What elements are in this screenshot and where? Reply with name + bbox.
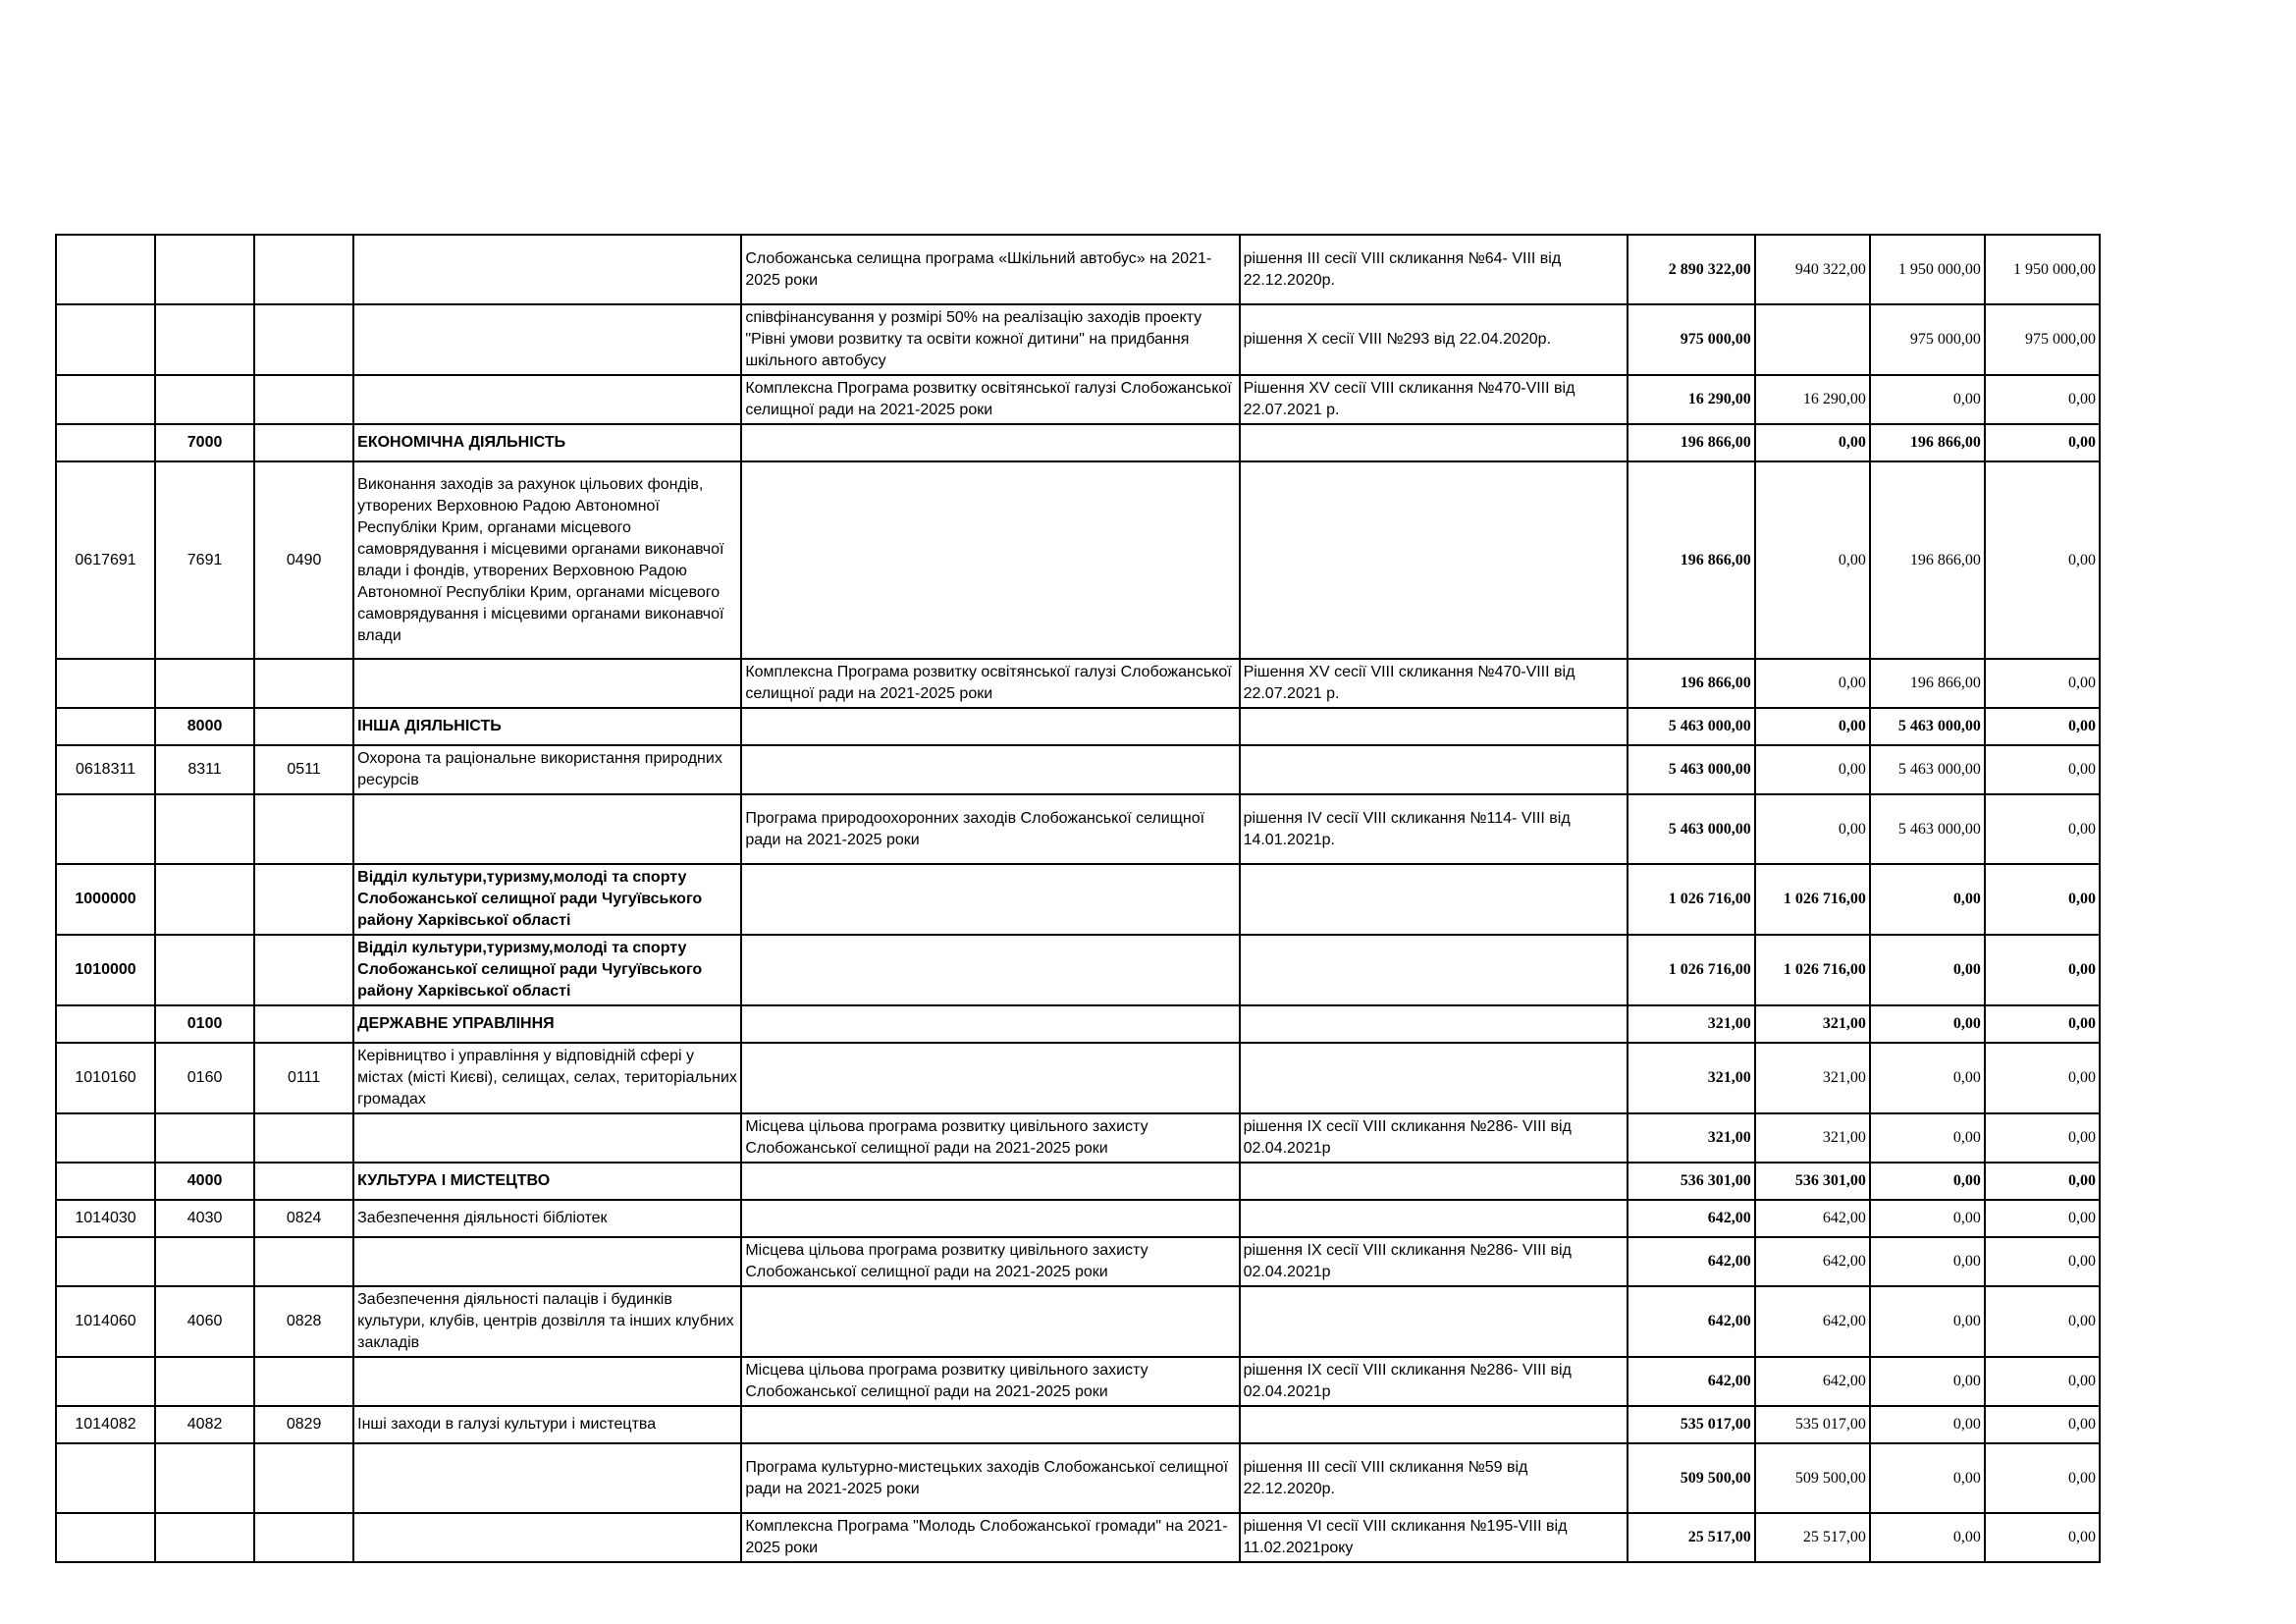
cell-total: 642,00 xyxy=(1628,1200,1755,1237)
cell-general-fund: 642,00 xyxy=(1755,1237,1870,1286)
cell-kpkvk: 1014060 xyxy=(56,1286,155,1357)
cell-general-fund: 642,00 xyxy=(1755,1357,1870,1406)
cell-decision: рішення ІV сесії VІІІ скликання №114- VІІІ від 14.01.2021р. xyxy=(1240,794,1628,864)
cell-development-budget: 0,00 xyxy=(1985,461,2100,659)
cell-name: ДЕРЖАВНЕ УПРАВЛІННЯ xyxy=(353,1005,741,1043)
cell-total: 321,00 xyxy=(1628,1113,1755,1163)
cell-general-fund: 25 517,00 xyxy=(1755,1513,1870,1562)
cell-name xyxy=(353,375,741,424)
cell-total: 196 866,00 xyxy=(1628,659,1755,708)
cell-general-fund: 642,00 xyxy=(1755,1200,1870,1237)
cell-special-fund: 0,00 xyxy=(1870,375,1985,424)
cell-decision xyxy=(1240,864,1628,935)
cell-special-fund: 5 463 000,00 xyxy=(1870,708,1985,745)
cell-kpkvk: 1010160 xyxy=(56,1043,155,1113)
cell-kfkv xyxy=(254,1443,353,1513)
cell-general-fund: 321,00 xyxy=(1755,1113,1870,1163)
cell-kpkvk: 0617691 xyxy=(56,461,155,659)
table-row xyxy=(56,461,2100,659)
cell-total: 321,00 xyxy=(1628,1005,1755,1043)
cell-kfkv xyxy=(254,375,353,424)
cell-special-fund: 1 950 000,00 xyxy=(1870,235,1985,304)
cell-program xyxy=(741,1005,1239,1043)
cell-name: Забезпечення діяльності бібліотек xyxy=(353,1200,741,1237)
cell-kfkv xyxy=(254,935,353,1005)
cell-program xyxy=(741,864,1239,935)
table-row xyxy=(56,1406,2100,1443)
cell-development-budget: 0,00 xyxy=(1985,1237,2100,1286)
cell-decision xyxy=(1240,424,1628,461)
cell-kpkvk xyxy=(56,794,155,864)
cell-total: 5 463 000,00 xyxy=(1628,794,1755,864)
cell-development-budget: 0,00 xyxy=(1985,794,2100,864)
cell-development-budget: 0,00 xyxy=(1985,1357,2100,1406)
cell-kpkvk xyxy=(56,1237,155,1286)
cell-kpkv xyxy=(155,659,254,708)
cell-development-budget: 0,00 xyxy=(1985,424,2100,461)
cell-program: Комплексна Програма "Молодь Слобожанської громади" на 2021-2025 роки xyxy=(741,1513,1239,1562)
cell-development-budget: 0,00 xyxy=(1985,864,2100,935)
cell-kfkv xyxy=(254,1005,353,1043)
cell-kfkv xyxy=(254,794,353,864)
cell-decision xyxy=(1240,1005,1628,1043)
cell-kpkv: 8311 xyxy=(155,745,254,794)
cell-development-budget: 0,00 xyxy=(1985,1043,2100,1113)
table-row xyxy=(56,794,2100,864)
cell-general-fund: 642,00 xyxy=(1755,1286,1870,1357)
cell-decision: рішення Х сесії VІІІ №293 від 22.04.2020р. xyxy=(1240,304,1628,375)
cell-special-fund: 0,00 xyxy=(1870,1286,1985,1357)
cell-kfkv: 0511 xyxy=(254,745,353,794)
cell-program xyxy=(741,1163,1239,1200)
table-row xyxy=(56,235,2100,304)
cell-total: 5 463 000,00 xyxy=(1628,745,1755,794)
cell-kpkvk: 1014082 xyxy=(56,1406,155,1443)
cell-program: Місцева цільова програма розвитку цивільного захисту Слобожанської селищної ради на 2021-2025 роки xyxy=(741,1237,1239,1286)
cell-name: КУЛЬТУРА І МИСТЕЦТВО xyxy=(353,1163,741,1200)
cell-kpkvk: 0618311 xyxy=(56,745,155,794)
cell-kpkvk: 1014030 xyxy=(56,1200,155,1237)
cell-decision: рішення ІХ сесії VІІІ скликання №286- VІІІ від 02.04.2021р xyxy=(1240,1113,1628,1163)
table-row xyxy=(56,659,2100,708)
cell-program: Програма природоохоронних заходів Слобожанської селищної ради на 2021-2025 роки xyxy=(741,794,1239,864)
cell-kpkv xyxy=(155,794,254,864)
cell-special-fund: 0,00 xyxy=(1870,1406,1985,1443)
cell-name xyxy=(353,1357,741,1406)
cell-kpkv: 4060 xyxy=(155,1286,254,1357)
cell-kpkv: 4082 xyxy=(155,1406,254,1443)
cell-general-fund: 536 301,00 xyxy=(1755,1163,1870,1200)
cell-kpkvk: 1010000 xyxy=(56,935,155,1005)
cell-kpkvk: 1000000 xyxy=(56,864,155,935)
cell-special-fund: 5 463 000,00 xyxy=(1870,794,1985,864)
cell-decision xyxy=(1240,708,1628,745)
cell-total: 5 463 000,00 xyxy=(1628,708,1755,745)
cell-special-fund: 0,00 xyxy=(1870,1043,1985,1113)
cell-kfkv xyxy=(254,1237,353,1286)
cell-special-fund: 196 866,00 xyxy=(1870,424,1985,461)
cell-decision xyxy=(1240,1406,1628,1443)
cell-special-fund: 0,00 xyxy=(1870,1200,1985,1237)
cell-program xyxy=(741,424,1239,461)
cell-kpkvk xyxy=(56,1443,155,1513)
cell-development-budget: 975 000,00 xyxy=(1985,304,2100,375)
cell-program xyxy=(741,935,1239,1005)
cell-total: 1 026 716,00 xyxy=(1628,864,1755,935)
cell-program xyxy=(741,461,1239,659)
cell-name: Виконання заходів за рахунок цільових фондів, утворених Верховною Радою Автономної Республіки Крим, органами місцевого самоврядування і місцевими органами виконавчої влади і фондів, утворених Верховною Радою Автономної Республіки Крим, органами місцевого самоврядування і місцевими органами виконавчої влади xyxy=(353,461,741,659)
cell-program: Місцева цільова програма розвитку цивільного захисту Слобожанської селищної ради на 2021-2025 роки xyxy=(741,1113,1239,1163)
cell-development-budget: 0,00 xyxy=(1985,1005,2100,1043)
cell-name: ІНША ДІЯЛЬНІСТЬ xyxy=(353,708,741,745)
cell-kfkv xyxy=(254,235,353,304)
budget-table xyxy=(55,234,2101,1563)
table-row xyxy=(56,375,2100,424)
cell-name xyxy=(353,659,741,708)
cell-general-fund: 0,00 xyxy=(1755,424,1870,461)
cell-program: співфінансування у розмірі 50% на реалізацію заходів проекту "Рівні умови розвитку та освіти кожної дитини" на придбання шкільного автобусу xyxy=(741,304,1239,375)
table-row xyxy=(56,1357,2100,1406)
cell-special-fund: 0,00 xyxy=(1870,1443,1985,1513)
table-row xyxy=(56,1286,2100,1357)
cell-total: 1 026 716,00 xyxy=(1628,935,1755,1005)
cell-kpkv xyxy=(155,375,254,424)
cell-decision xyxy=(1240,745,1628,794)
cell-total: 196 866,00 xyxy=(1628,461,1755,659)
cell-total: 536 301,00 xyxy=(1628,1163,1755,1200)
cell-total: 2 890 322,00 xyxy=(1628,235,1755,304)
cell-decision: рішення ІІІ сесії VІІІ скликання №59 від 22.12.2020р. xyxy=(1240,1443,1628,1513)
cell-decision: Рішення ХV сесії VIII скликання №470-VIII від 22.07.2021 р. xyxy=(1240,375,1628,424)
cell-program xyxy=(741,1406,1239,1443)
cell-kfkv: 0829 xyxy=(254,1406,353,1443)
cell-special-fund: 196 866,00 xyxy=(1870,659,1985,708)
table-row xyxy=(56,1043,2100,1113)
cell-decision: рішення ІХ сесії VІІІ скликання №286- VІІІ від 02.04.2021р xyxy=(1240,1237,1628,1286)
cell-special-fund: 0,00 xyxy=(1870,1357,1985,1406)
cell-program xyxy=(741,708,1239,745)
cell-name xyxy=(353,1443,741,1513)
cell-kpkvk xyxy=(56,375,155,424)
cell-kpkvk xyxy=(56,235,155,304)
cell-special-fund: 0,00 xyxy=(1870,1237,1985,1286)
table-row xyxy=(56,1163,2100,1200)
cell-kfkv xyxy=(254,864,353,935)
cell-general-fund: 1 026 716,00 xyxy=(1755,864,1870,935)
cell-name xyxy=(353,235,741,304)
cell-kfkv xyxy=(254,708,353,745)
cell-program xyxy=(741,745,1239,794)
cell-decision: рішення ІІІ сесії VІІІ скликання №64- VІІІ від 22.12.2020р. xyxy=(1240,235,1628,304)
cell-development-budget: 0,00 xyxy=(1985,375,2100,424)
cell-kpkv: 8000 xyxy=(155,708,254,745)
cell-decision: Рішення ХV сесії VIII скликання №470-VIII від 22.07.2021 р. xyxy=(1240,659,1628,708)
cell-total: 321,00 xyxy=(1628,1043,1755,1113)
cell-development-budget: 1 950 000,00 xyxy=(1985,235,2100,304)
cell-name: Керівництво і управління у відповідній сфері у містах (місті Києві), селищах, селах, територіальних громадах xyxy=(353,1043,741,1113)
cell-general-fund: 0,00 xyxy=(1755,794,1870,864)
cell-kfkv xyxy=(254,424,353,461)
cell-kpkv xyxy=(155,1443,254,1513)
cell-decision xyxy=(1240,1286,1628,1357)
cell-name: ЕКОНОМІЧНА ДІЯЛЬНІСТЬ xyxy=(353,424,741,461)
cell-kfkv xyxy=(254,1163,353,1200)
cell-name xyxy=(353,1113,741,1163)
cell-special-fund: 975 000,00 xyxy=(1870,304,1985,375)
cell-development-budget: 0,00 xyxy=(1985,659,2100,708)
cell-kpkvk xyxy=(56,1357,155,1406)
cell-kpkvk xyxy=(56,1513,155,1562)
cell-special-fund: 0,00 xyxy=(1870,1163,1985,1200)
cell-decision xyxy=(1240,935,1628,1005)
cell-development-budget: 0,00 xyxy=(1985,1443,2100,1513)
cell-kfkv xyxy=(254,1113,353,1163)
cell-kpkvk xyxy=(56,1163,155,1200)
cell-general-fund: 0,00 xyxy=(1755,659,1870,708)
cell-program: Місцева цільова програма розвитку цивільного захисту Слобожанської селищної ради на 2021-2025 роки xyxy=(741,1357,1239,1406)
cell-development-budget: 0,00 xyxy=(1985,1163,2100,1200)
cell-kpkv: 7691 xyxy=(155,461,254,659)
table-row xyxy=(56,935,2100,1005)
cell-kpkv: 4000 xyxy=(155,1163,254,1200)
cell-decision xyxy=(1240,1043,1628,1113)
cell-kpkv: 4030 xyxy=(155,1200,254,1237)
cell-general-fund: 16 290,00 xyxy=(1755,375,1870,424)
cell-total: 642,00 xyxy=(1628,1357,1755,1406)
cell-kpkv: 0100 xyxy=(155,1005,254,1043)
cell-program: Слобожанська селищна програма «Шкільний автобус» на 2021-2025 роки xyxy=(741,235,1239,304)
cell-general-fund: 940 322,00 xyxy=(1755,235,1870,304)
cell-decision: рішення ІХ сесії VІІІ скликання №286- VІІІ від 02.04.2021р xyxy=(1240,1357,1628,1406)
cell-special-fund: 0,00 xyxy=(1870,1113,1985,1163)
cell-name: Інші заходи в галузі культури і мистецтва xyxy=(353,1406,741,1443)
cell-general-fund: 0,00 xyxy=(1755,708,1870,745)
cell-total: 196 866,00 xyxy=(1628,424,1755,461)
cell-general-fund xyxy=(1755,304,1870,375)
cell-development-budget: 0,00 xyxy=(1985,1406,2100,1443)
cell-decision: рішення VІ сесії VІІІ скликання №195-VІІІ від 11.02.2021року xyxy=(1240,1513,1628,1562)
cell-kpkv xyxy=(155,1237,254,1286)
cell-decision xyxy=(1240,461,1628,659)
cell-kfkv: 0490 xyxy=(254,461,353,659)
cell-general-fund: 0,00 xyxy=(1755,745,1870,794)
cell-general-fund: 509 500,00 xyxy=(1755,1443,1870,1513)
cell-special-fund: 0,00 xyxy=(1870,935,1985,1005)
cell-kfkv: 0828 xyxy=(254,1286,353,1357)
table-row xyxy=(56,1005,2100,1043)
cell-special-fund: 0,00 xyxy=(1870,1513,1985,1562)
cell-special-fund: 5 463 000,00 xyxy=(1870,745,1985,794)
table-row xyxy=(56,708,2100,745)
table-row xyxy=(56,1237,2100,1286)
cell-name: Забезпечення діяльності палаців i будинків культури, клубів, центрів дозвілля та iнших клубних закладів xyxy=(353,1286,741,1357)
cell-total: 642,00 xyxy=(1628,1286,1755,1357)
cell-name: Охорона та раціональне використання природних ресурсів xyxy=(353,745,741,794)
cell-total: 16 290,00 xyxy=(1628,375,1755,424)
cell-kpkv: 7000 xyxy=(155,424,254,461)
cell-development-budget: 0,00 xyxy=(1985,1200,2100,1237)
table-row xyxy=(56,424,2100,461)
cell-development-budget: 0,00 xyxy=(1985,935,2100,1005)
cell-kpkvk xyxy=(56,424,155,461)
cell-development-budget: 0,00 xyxy=(1985,1113,2100,1163)
cell-special-fund: 196 866,00 xyxy=(1870,461,1985,659)
table-row xyxy=(56,1513,2100,1562)
cell-general-fund: 321,00 xyxy=(1755,1005,1870,1043)
cell-kpkvk xyxy=(56,304,155,375)
cell-special-fund: 0,00 xyxy=(1870,864,1985,935)
cell-development-budget: 0,00 xyxy=(1985,1513,2100,1562)
cell-name xyxy=(353,1513,741,1562)
cell-kfkv xyxy=(254,304,353,375)
cell-kpkv: 0160 xyxy=(155,1043,254,1113)
table-row xyxy=(56,304,2100,375)
cell-decision xyxy=(1240,1200,1628,1237)
cell-general-fund: 1 026 716,00 xyxy=(1755,935,1870,1005)
cell-program xyxy=(741,1286,1239,1357)
cell-general-fund: 0,00 xyxy=(1755,461,1870,659)
cell-program xyxy=(741,1200,1239,1237)
cell-program: Комплексна Програма розвитку освітянської галузі Слобожанської селищної ради на 2021-2025 роки xyxy=(741,375,1239,424)
cell-kpkvk xyxy=(56,1113,155,1163)
cell-kpkvk xyxy=(56,1005,155,1043)
cell-general-fund: 321,00 xyxy=(1755,1043,1870,1113)
cell-total: 25 517,00 xyxy=(1628,1513,1755,1562)
table-row xyxy=(56,864,2100,935)
table-row xyxy=(56,1200,2100,1237)
cell-name xyxy=(353,794,741,864)
table-row xyxy=(56,1113,2100,1163)
cell-total: 642,00 xyxy=(1628,1237,1755,1286)
cell-program: Комплексна Програма розвитку освітянської галузі Слобожанської селищної ради на 2021-2025 роки xyxy=(741,659,1239,708)
cell-program xyxy=(741,1043,1239,1113)
cell-special-fund: 0,00 xyxy=(1870,1005,1985,1043)
cell-kfkv xyxy=(254,1513,353,1562)
cell-development-budget: 0,00 xyxy=(1985,708,2100,745)
cell-kpkv xyxy=(155,1513,254,1562)
cell-general-fund: 535 017,00 xyxy=(1755,1406,1870,1443)
cell-kpkv xyxy=(155,864,254,935)
cell-decision xyxy=(1240,1163,1628,1200)
cell-name xyxy=(353,304,741,375)
cell-kfkv: 0111 xyxy=(254,1043,353,1113)
cell-program: Програма культурно-мистецьких заходів Слобожанської селищної ради на 2021-2025 роки xyxy=(741,1443,1239,1513)
cell-kfkv xyxy=(254,659,353,708)
cell-name: Відділ культури,туризму,молоді та спорту Слобожанської селищної ради Чугуївського району Харківської області xyxy=(353,864,741,935)
cell-kpkvk xyxy=(56,659,155,708)
cell-kfkv xyxy=(254,1357,353,1406)
cell-kfkv: 0824 xyxy=(254,1200,353,1237)
cell-kpkv xyxy=(155,235,254,304)
cell-kpkvk xyxy=(56,708,155,745)
table-row xyxy=(56,1443,2100,1513)
cell-kpkv xyxy=(155,1357,254,1406)
cell-kpkv xyxy=(155,1113,254,1163)
cell-kpkv xyxy=(155,304,254,375)
cell-name xyxy=(353,1237,741,1286)
table-row xyxy=(56,745,2100,794)
cell-kpkv xyxy=(155,935,254,1005)
cell-total: 509 500,00 xyxy=(1628,1443,1755,1513)
cell-total: 975 000,00 xyxy=(1628,304,1755,375)
cell-name: Відділ культури,туризму,молоді та спорту Слобожанської селищної ради Чугуївського району Харківської області xyxy=(353,935,741,1005)
cell-development-budget: 0,00 xyxy=(1985,1286,2100,1357)
cell-total: 535 017,00 xyxy=(1628,1406,1755,1443)
cell-development-budget: 0,00 xyxy=(1985,745,2100,794)
